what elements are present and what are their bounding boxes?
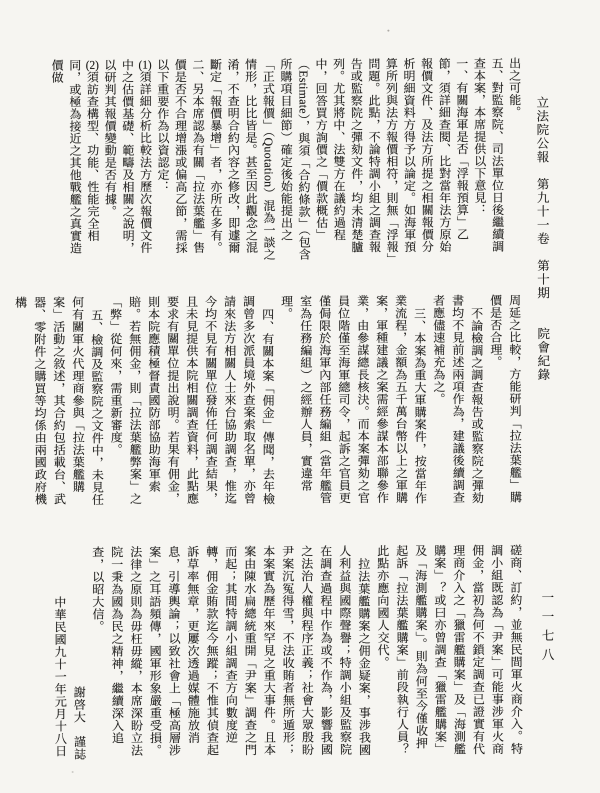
paragraph: (2)須訪查構型、功能、性能完全相同，或極為接近之其他戰艦之真實造價做 <box>50 58 101 255</box>
page-number: 一一七八 <box>539 590 555 667</box>
item-number: (2) <box>85 58 99 71</box>
paragraph: (1)須詳細分析比較法方歷次報價文件中之估價基礎、範疇及相關之說明，以研判其報價變動是否有據。 <box>102 58 153 254</box>
paragraph: 五、對監察院、司法單位日後繼續調查本案，本席提供以下意見： <box>472 57 505 253</box>
running-head: 立法院公報 第九十一卷 第十期 院會紀錄 <box>534 95 550 382</box>
paragraph: 三、本案為重大軍購案件，按當年作業流程，金額為五千萬台幣以上之軍購案，軍種建議之案需經參謀本部聯參作業，由參謀總長核決。而本案彈劾之官員位階僅至海軍總司令，起訴之官員更僅侷限於海軍內部任務編組（當年艦管室為任務編組）之經辦人員，實違常理。 <box>279 294 428 505</box>
paragraph: 磋商、訂約，並無民間軍火商介入。特調小組既認為「尹案」可能事涉軍火商佣金，當初為何不鎖定調查已證實有代理商介入之「獵雷艦購案」及「海測艦購案」？或曰亦曾調查「獵雷艦購案」及「海測艦購案」。則為何至今僅收押起訴「拉法葉艦購案」前段執行人員？此點亦應向國人交代。 <box>375 544 524 756</box>
scan-speck <box>72 771 74 773</box>
text-register-bottom <box>50 544 526 759</box>
scan-speck <box>387 30 389 32</box>
signature-name: 謝啓大 謹誌 <box>72 685 87 761</box>
paragraph: 周延之比較，方能研判「拉法葉艦」購價是否合理。 <box>488 294 523 504</box>
signature-date: 中華民國九十一年元月十八日 <box>52 596 68 758</box>
paragraph: 二、另本席認為有關「拉法葉艦」售價是否不合理增漲或偏高乙節，需採以下重要作為以資認定： <box>155 58 206 254</box>
paragraph: 五、檢調及監察院之文件中，未見任何有關軍火代理商參與「拉法葉艦購案」活動之敘述，其合約包括載台、武器、零附件之購買等均係由兩國政府機構 <box>13 295 105 506</box>
paragraph: 四、有關本案「佣金」傳聞，去年檢調曾多次派員境外查案索取名單，亦曾請來法方相關人士來台協助調查，惟迄今均不見有關單位發佈任何調查結果，且未見提供本院相關調查資料，此點應要求有關單位提出說明。若果有佣金，則本院應積極督責國防部協助海軍索賠。若無佣金，則「拉法葉艦弊案」之「弊」從何來，需重新審度。 <box>108 295 276 505</box>
item-number: (1) <box>138 58 152 71</box>
paragraph: 不論檢調之調查報告或監察院之彈劾書均不見前述兩項作為，建議後續調查者應儘速補充為之。 <box>431 294 485 504</box>
text-register-top <box>47 57 523 265</box>
text-register-middle <box>11 294 525 507</box>
paragraph: 一、有關海軍是否「浮報預算」乙節，須詳細查閱、比對當年法方原始報價文件、及法方所提之相關報價分析明細資料方得予以論定。如海軍預算所列與法方報價相符，則無「浮報」問題。此點，不論特調小組之調查報告或監察院之彈劾文件，均未清楚臚列。尤其將中、法雙方在議約過程中，回答買方詢價之「價款概估」（Estimate），與須「合約條款」（包含所購項目細節）確定後始能提出之「正式報價」（Quotation）混為一談之情形，比比皆是。甚至因此觀念之混淆，不查明合約內容之修改，即遽爾斷定「報價暴增」者，亦所在多有。 <box>208 57 470 261</box>
paragraph: 拉法葉艦購案之佣金疑案，事涉我國人利益與國際聲譽；特調小組及監察院在調查過程中作為或不作為，影響我國之法治人權與程序正義；社會大眾殷盼尹案沉冤得雪，不法收賄者無所遁形；本案實為歷年來罕見之重大事件。且本案由陳水扁總統重開「尹案」調查之門而起；其間特調小組調查方向數度逆轉，佣金賄款迄今無蹤；不惟其偵查起訴草率無章，更屢次透過媒體施放消息，引導輿論；以致社會上「極高層涉案」之耳語頻傳，國軍形象嚴重受損。法律之原則為毋枉毋縱，本席深盼立法院一秉為國為民之精神，繼續深入追查，以昭大信。 <box>90 544 372 757</box>
paragraph: 出之可能。 <box>507 57 522 119</box>
